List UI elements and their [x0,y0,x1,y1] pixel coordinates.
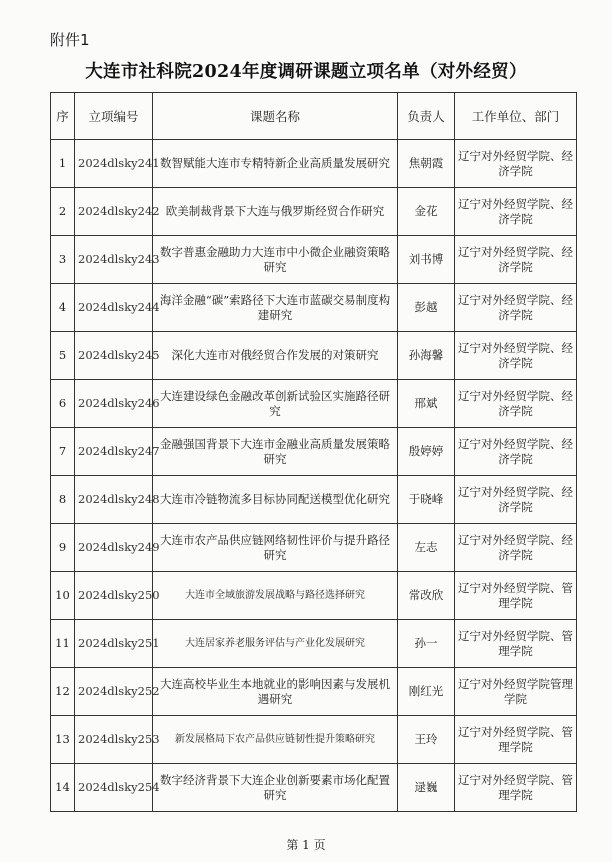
row-index: 11 [51,620,75,668]
row-leader: 刚红光 [398,668,455,716]
table-row [51,764,577,812]
table-row [51,716,577,764]
row-unit: 辽宁对外经贸学院、管理学院 [455,764,577,812]
table-row [51,188,577,236]
row-topic: 数字普惠金融助力大连市中小微企业融资策略研究 [153,236,398,284]
document-title: 大连市社科院2024年度调研课题立项名单（对外经贸） [85,62,527,82]
header-code: 立项编号 [75,93,153,140]
row-index: 8 [51,476,75,524]
page-number: 第 1 页 [286,838,326,852]
row-leader: 邢斌 [398,380,455,428]
row-leader: 王玲 [398,716,455,764]
table-row [51,524,577,572]
row-topic: 大连建设绿色金融改革创新试验区实施路径研究 [153,380,398,428]
row-topic: 大连高校毕业生本地就业的影响因素与发展机遇研究 [153,668,398,716]
table-row [51,332,577,380]
row-index: 10 [51,572,75,620]
row-index: 9 [51,524,75,572]
table-row [51,428,577,476]
row-code: 2024dlsky249 [75,524,153,572]
row-topic: 数智赋能大连市专精特新企业高质量发展研究 [153,140,398,188]
row-code: 2024dlsky245 [75,332,153,380]
row-code: 2024dlsky241 [75,140,153,188]
row-leader: 逯巍 [398,764,455,812]
row-index: 12 [51,668,75,716]
row-unit: 辽宁对外经贸学院、经济学院 [455,284,577,332]
row-index: 5 [51,332,75,380]
row-index: 3 [51,236,75,284]
attachment-label: 附件1 [50,31,90,49]
header-topic: 课题名称 [153,93,398,140]
row-topic: 数字经济背景下大连企业创新要素市场化配置研究 [153,764,398,812]
row-unit: 辽宁对外经贸学院、经济学院 [455,140,577,188]
row-unit: 辽宁对外经贸学院、经济学院 [455,332,577,380]
row-code: 2024dlsky251 [75,620,153,668]
row-topic: 大连市全域旅游发展战略与路径选择研究 [153,572,398,620]
header-unit: 工作单位、部门 [455,93,577,140]
row-unit: 辽宁对外经贸学院、管理学院 [455,620,577,668]
row-topic: 海洋金融“碳”索路径下大连市蓝碳交易制度构建研究 [153,284,398,332]
row-unit: 辽宁对外经贸学院、经济学院 [455,524,577,572]
row-leader: 金花 [398,188,455,236]
row-code: 2024dlsky246 [75,380,153,428]
row-leader: 左志 [398,524,455,572]
row-index: 2 [51,188,75,236]
row-unit: 辽宁对外经贸学院、经济学院 [455,380,577,428]
project-list-table [50,92,577,812]
row-topic: 新发展格局下农产品供应链韧性提升策略研究 [153,716,398,764]
row-unit: 辽宁对外经贸学院、管理学院 [455,716,577,764]
table-header-row [51,93,577,140]
row-topic: 欧美制裁背景下大连与俄罗斯经贸合作研究 [153,188,398,236]
row-topic: 大连居家养老服务评估与产业化发展研究 [153,620,398,668]
table-row [51,620,577,668]
row-index: 4 [51,284,75,332]
row-leader: 常改欣 [398,572,455,620]
row-topic: 深化大连市对俄经贸合作发展的对策研究 [153,332,398,380]
row-unit: 辽宁对外经贸学院、经济学院 [455,236,577,284]
row-code: 2024dlsky254 [75,764,153,812]
row-leader: 殷婷婷 [398,428,455,476]
row-index: 6 [51,380,75,428]
row-unit: 辽宁对外经贸学院、经济学院 [455,188,577,236]
table-row [51,668,577,716]
row-leader: 焦朝霞 [398,140,455,188]
table-row [51,476,577,524]
row-code: 2024dlsky252 [75,668,153,716]
row-leader: 彭越 [398,284,455,332]
row-topic: 大连市冷链物流多目标协同配送模型优化研究 [153,476,398,524]
table-row [51,236,577,284]
row-unit: 辽宁对外经贸学院、管理学院 [455,572,577,620]
row-code: 2024dlsky244 [75,284,153,332]
row-unit: 辽宁对外经贸学院、经济学院 [455,428,577,476]
row-code: 2024dlsky243 [75,236,153,284]
row-code: 2024dlsky247 [75,428,153,476]
row-code: 2024dlsky248 [75,476,153,524]
row-code: 2024dlsky242 [75,188,153,236]
row-index: 13 [51,716,75,764]
row-index: 7 [51,428,75,476]
row-leader: 刘书博 [398,236,455,284]
row-code: 2024dlsky250 [75,572,153,620]
header-index: 序 [51,93,75,140]
row-index: 14 [51,764,75,812]
table-row [51,140,577,188]
row-unit: 辽宁对外经贸学院、经济学院 [455,476,577,524]
row-unit: 辽宁对外经贸学院管理学院 [455,668,577,716]
row-code: 2024dlsky253 [75,716,153,764]
row-leader: 孙海馨 [398,332,455,380]
table-row [51,572,577,620]
table-row [51,284,577,332]
table-row [51,380,577,428]
row-topic: 大连市农产品供应链网络韧性评价与提升路径研究 [153,524,398,572]
row-topic: 金融强国背景下大连市金融业高质量发展策略研究 [153,428,398,476]
row-index: 1 [51,140,75,188]
header-leader: 负责人 [398,93,455,140]
row-leader: 孙一 [398,620,455,668]
row-leader: 于晓峰 [398,476,455,524]
